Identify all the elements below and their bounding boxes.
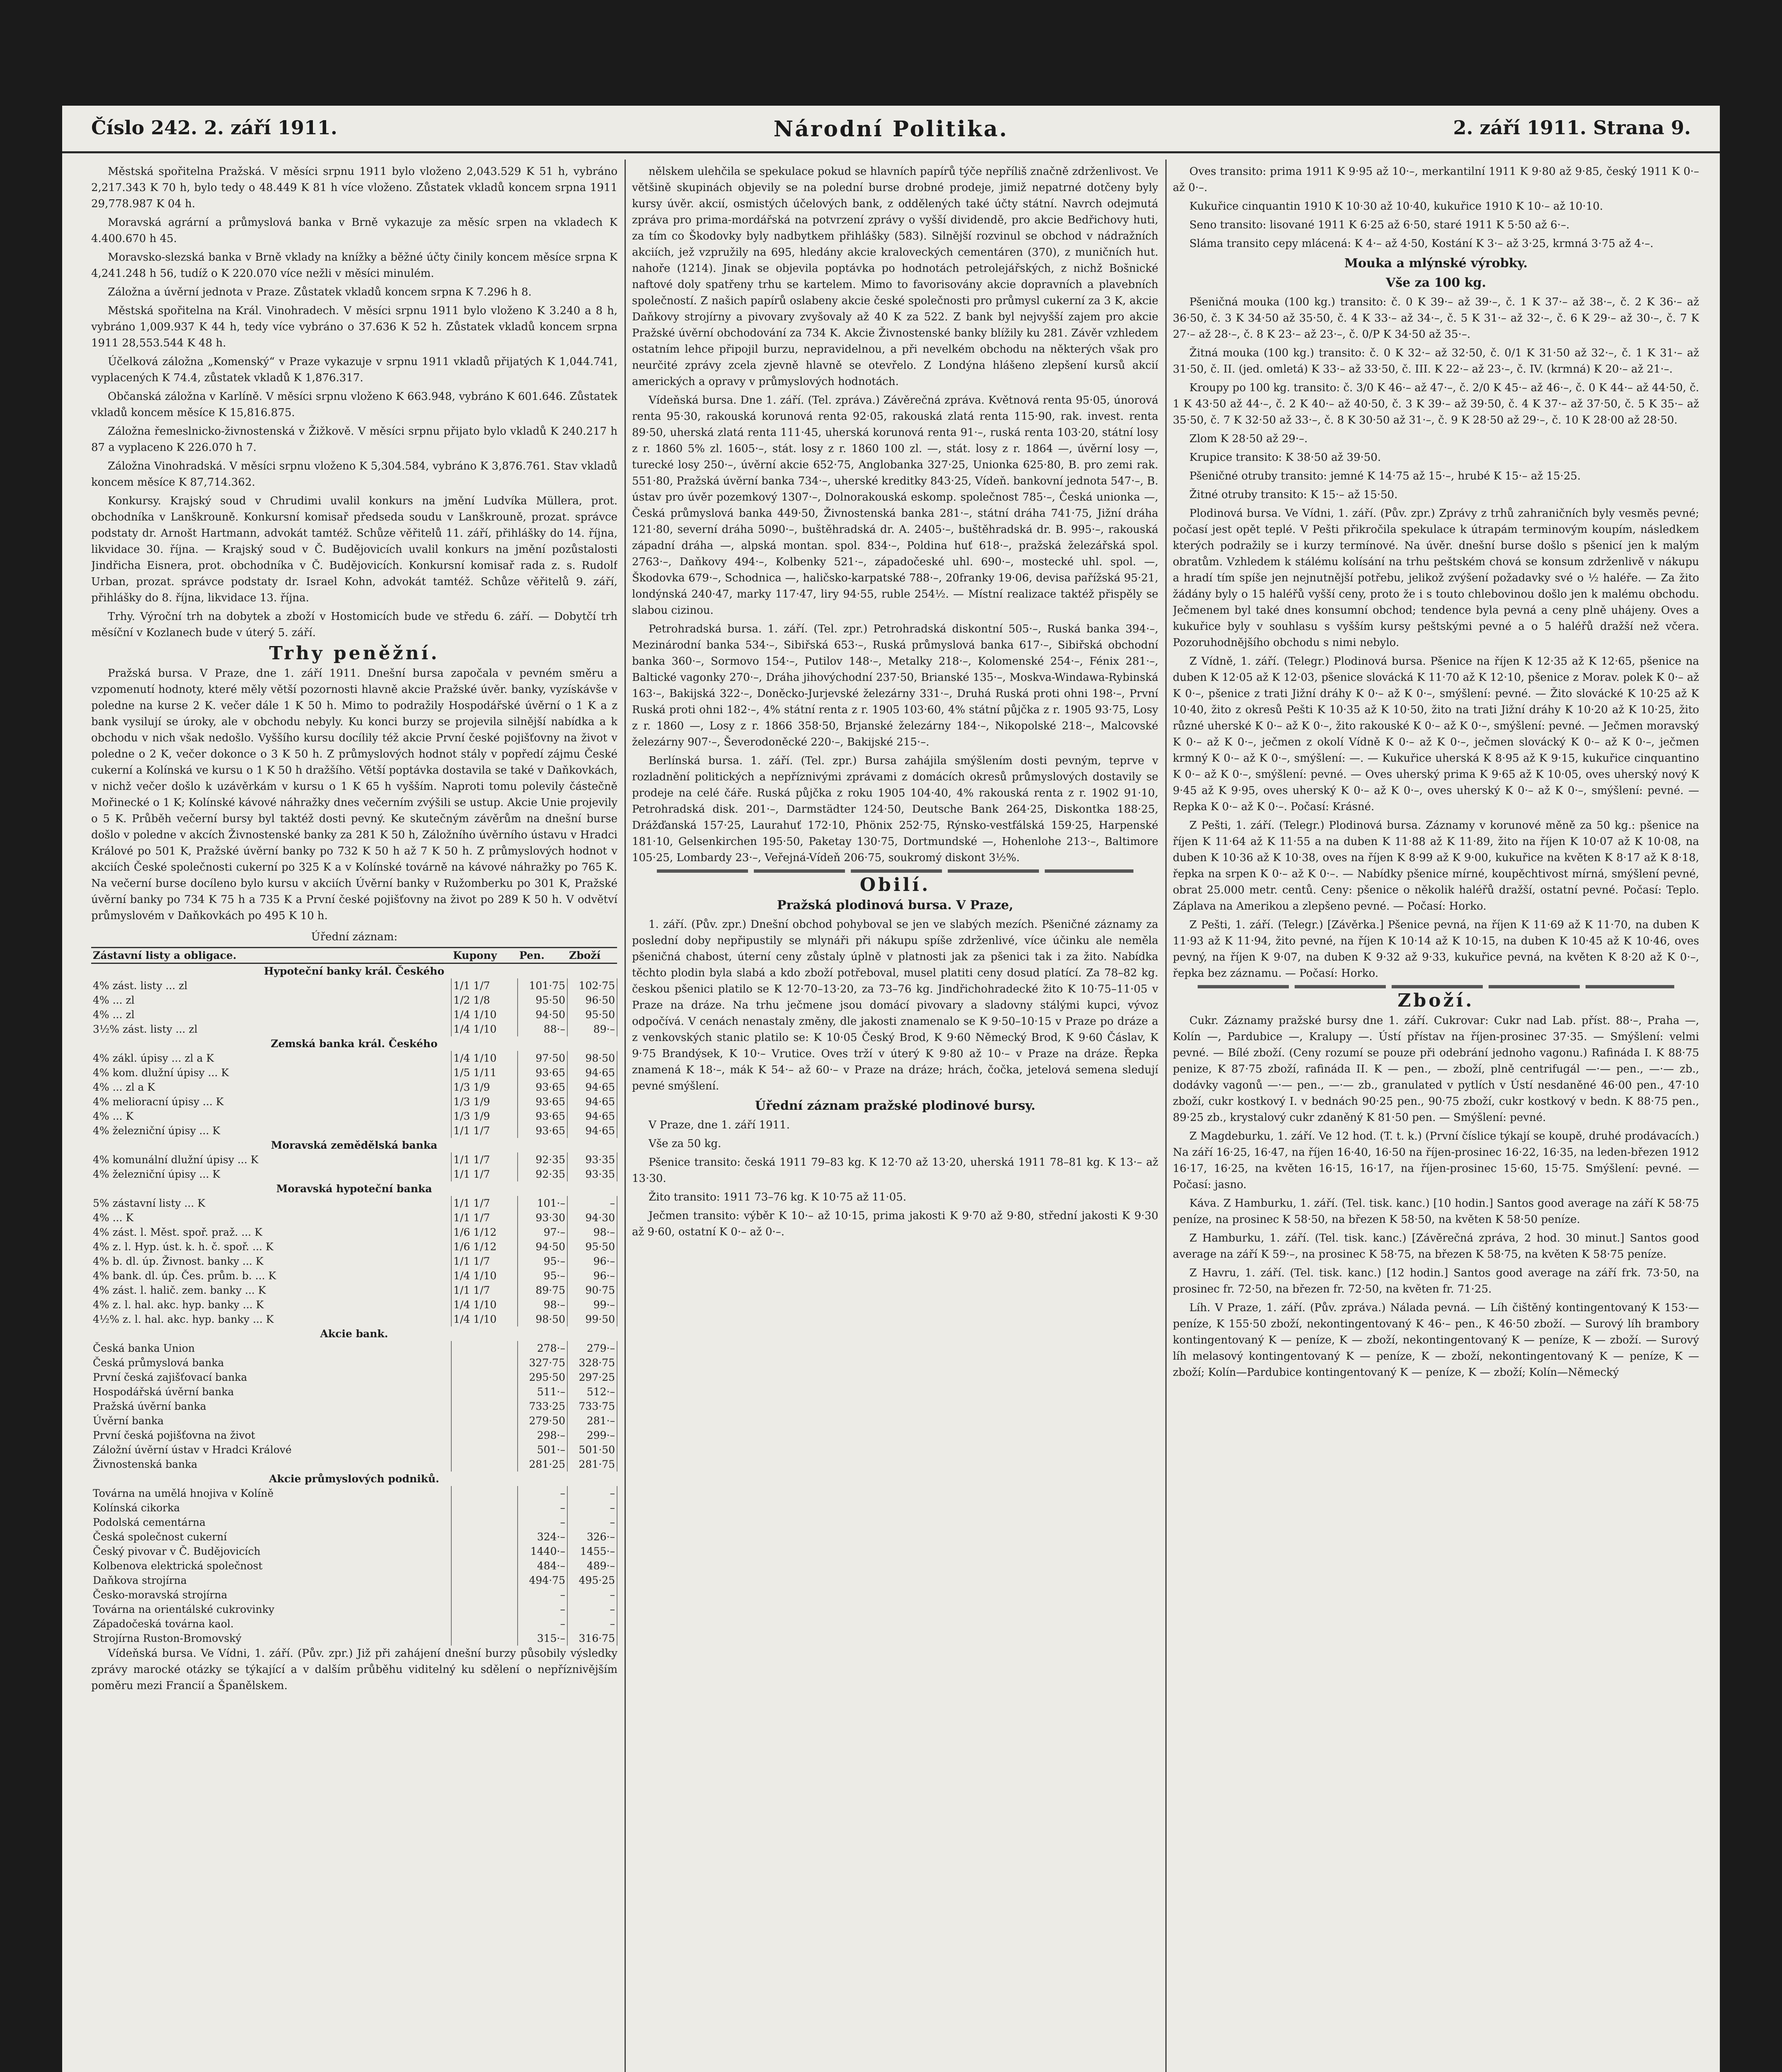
- column-1: [91, 164, 617, 2072]
- table-cell-kupony: [451, 1501, 518, 1515]
- table-header: Zástavní listy a obligace.: [91, 948, 451, 963]
- table-cell-zbozi: 102·75: [567, 978, 617, 993]
- table-cell-kupony: [451, 1530, 518, 1544]
- table-cell-kupony: 1/6 1/12: [451, 1239, 518, 1254]
- section-heading: Trhy peněžní.: [269, 643, 440, 664]
- table-cell-zbozi: 94·65: [567, 1094, 617, 1109]
- table-cell-pen: 95·50: [518, 993, 567, 1007]
- table-cell-name: Živnostenská banka: [91, 1457, 451, 1472]
- table-cell-kupony: 1/4 1/10: [451, 1022, 518, 1036]
- table-cell-kupony: [451, 1370, 518, 1385]
- table-cell-pen: 101·75: [518, 978, 567, 993]
- table-cell-name: Česko-moravská strojírna: [91, 1588, 451, 1602]
- table-cell-kupony: 1/1 1/7: [451, 1167, 518, 1181]
- quotes-table-body: [91, 963, 617, 1646]
- table-cell-kupony: [451, 1414, 518, 1428]
- table-row: [91, 1573, 617, 1588]
- table-cell-name: Česká průmyslová banka: [91, 1356, 451, 1370]
- table-cell-name: Západočeská továrna kaol.: [91, 1617, 451, 1631]
- article-paragraph: Cukr. Záznamy pražské bursy dne 1. září. Cukrovar: Cukr nad Lab. příst. 88·–, Praha —, Kolín —, Pardubice —, Kralupy —. Ústí přístav na říjen-prosinec 37·35. — Smýšlení: velmi pevné. — Bílé zboží. (Ceny rozumí se pouze při odebrání jednoho vagonu.) Rafináda I. K 88·75 penize, K 87·75 zboží, rafináda II. K — pen., — zboží, plně centrifugál —·— pen., —·— zb., dodávky vagonů —·— pen., —·— zb., granulated v pytlích v Ústí nesdaněné 46·00 pen., 47·10 zboží, cukr kostkový I. v bednách 90·25 pen., 90·75 zboží, cukr kostkový v bedn. K 88·75 pen., 89·25 zb., krystalový cukr zdaněný K 81·50 pen. — Smýšlení: pevné.: [1173, 1014, 1699, 1124]
- table-cell-zbozi: 316·75: [567, 1631, 617, 1646]
- table-cell-name: 4% železniční úpisy ... K: [91, 1167, 451, 1181]
- table-cell-name: 5% zástavní listy ... K: [91, 1196, 451, 1210]
- table-header: Pen.: [518, 948, 567, 963]
- table-row: [91, 1515, 617, 1530]
- table-cell-name: Podolská cementárna: [91, 1515, 451, 1530]
- table-row: [91, 1370, 617, 1385]
- article-paragraph: Účelková záložna „Komenský“ v Praze vykazuje v srpnu 1911 vkladů přijatých K 1,044.741, vyplacených K 74.4, zůstatek vkladů K 1,876.317.: [91, 356, 617, 384]
- table-cell-name: První česká zajišťovací banka: [91, 1370, 451, 1385]
- table-cell-zbozi: –: [567, 1486, 617, 1501]
- table-section-row: [91, 1181, 617, 1196]
- table-cell-pen: 92·35: [518, 1152, 567, 1167]
- table-cell-name: 4% železniční úpisy ... K: [91, 1123, 451, 1138]
- article-paragraph: Pšeničné otruby transito: jemné K 14·75 až 15·–, hrubé K 15·– až 15·25.: [1189, 470, 1581, 482]
- table-cell-name: 4½% z. l. hal. akc. hyp. banky ... K: [91, 1312, 451, 1326]
- article-paragraph: Vídeňská bursa. Dne 1. září. (Tel. zpráva.) Závěrečná zpráva. Květnová renta 95·05, únorová renta 95·30, rakouská korunová renta 92·05, rakouská zlatá renta 115·90, rak. invest. renta 89·50, uherská zlatá renta 111·45, uherská korunová renta 91·–, ruská renta 103·20, státní losy z r. 1860 5% zl. 1605·–, stát. losy z r. 1860 100 zl. —, stát. losy z r. 1864 —, úvěrní losy —, turecké losy 250·–, úvěrní akcie 652·75, Anglobanka 327·25, Unionka 625·80, B. pro zemi rak. 551·80, Pražská úvěrní banka 734·–, uherské kreditky 843·25, Vídeň. bankovní jednota 547·–, B. ústav pro úvěr pozemkový 1307·–, Dolnorakouská eskomp. společnost 785·–, Česká unionka —, Česká průmyslová banka 449·50, Živnostenská banka 281·–, státní dráha 741·75, Jižní dráha 121·80, severní dráha 5090·–, buštěhradská dr. A. 2405·–, buštěhradská dr. B. 995·–, rakouská západní dráha —, alpská montan. spol. 834·–, Poldina huť 618·–, pražská železářská spol. 2763·–, Daňkovy 494·–, Kolbenky 521·–, západočeské uhl. 690·–, mostecké uhl. spol. —, Škodovka 679·–, Schodnica —, haličsko-karpatské 788·–, 20franky 19·06, devisa pařížská 95·21, londýnská 240·47, marky 117·47, liry 94·55, ruble 254½. — Místní realizace taktéž přispěly se slabou cizinou.: [632, 394, 1158, 617]
- table-cell-pen: –: [518, 1515, 567, 1530]
- table-cell-zbozi: –: [567, 1617, 617, 1631]
- table-cell-pen: 93·65: [518, 1094, 567, 1109]
- section-heading: Obilí.: [860, 874, 931, 896]
- column-rule: [625, 160, 626, 2072]
- table-cell-name: První česká pojišťovna na život: [91, 1428, 451, 1443]
- table-cell-kupony: 1/6 1/12: [451, 1225, 518, 1239]
- article-paragraph: Vídeňská bursa. Ve Vídni, 1. září. (Pův. zpr.) Již při zahájení dnešní burzy působily výsledky zprávy marocké otázky se týkající a v dalším průběhu viditelný ku sdělení o nepříznivějším poměru mezi Francií a Španělskem.: [91, 1647, 617, 1692]
- table-cell-kupony: [451, 1617, 518, 1631]
- table-row: [91, 1530, 617, 1544]
- table-cell-zbozi: 89·–: [567, 1022, 617, 1036]
- table-cell-kupony: 1/4 1/10: [451, 1051, 518, 1065]
- table-cell-pen: 484·–: [518, 1559, 567, 1573]
- table-cell-pen: 93·65: [518, 1123, 567, 1138]
- table-cell-pen: 92·35: [518, 1167, 567, 1181]
- table-cell-name: Pražská úvěrní banka: [91, 1399, 451, 1414]
- table-row: [91, 1602, 617, 1617]
- table-cell-pen: 94·50: [518, 1239, 567, 1254]
- table-cell-name: Strojírna Ruston-Bromovský: [91, 1631, 451, 1646]
- table-cell-zbozi: 99·50: [567, 1312, 617, 1326]
- table-cell-name: 4% ... K: [91, 1109, 451, 1123]
- table-row: [91, 1094, 617, 1109]
- table-cell-zbozi: 495·25: [567, 1573, 617, 1588]
- table-cell-kupony: [451, 1544, 518, 1559]
- table-cell-kupony: [451, 1515, 518, 1530]
- table-cell-kupony: 1/3 1/9: [451, 1094, 518, 1109]
- table-cell-kupony: 1/4 1/10: [451, 1007, 518, 1022]
- table-cell-name: 4% zást. l. Měst. spoř. praž. ... K: [91, 1225, 451, 1239]
- table-row: [91, 1080, 617, 1094]
- article-paragraph: Z Vídně, 1. září. (Telegr.) Plodinová bursa. Pšenice na říjen K 12·35 až K 12·65, pšenice na duben K 12·05 až K 12·03, pšenice slovácká K 11·70 až K 12·10, pšenice z Morav. polek K 0·– až K 0·–, pšenice z trati Jižní dráhy K 0·– až K 0·–, smýšlení: pevné. — Žito slovácké K 10·25 až K 10·40, žito z okresů Pešti K 10·35 až K 10·50, žito na trati Jižní dráhy K 10·20 až K 10·25, žito různé uherské K 0·– až K 0·–, žito rakouské K 0·– až K 0·–, smýšlení: pevné. — Ječmen moravský K 0·– až K 0·–, ječmen z okolí Vídně K 0·– až K 0·–, ječmen slovácký K 0·– až K 0·–, ječmen krmný K 0·– až K 0·–, smýšlení: —. — Kukuřice uherská K 8·95 až K 9·15, kukuřice cinquantino K 0·– až K 0·–, smýšlení: pevné. — Oves uherský prima K 9·65 až K 10·05, oves uherský nový K 9·45 až K 9·95, oves uherský K 0·– až K 0·–, oves uherský K 0·– až K 0·–, smýšlení: pevné. — Repka K 0·– až K 0·–. Počasí: Krásné.: [1173, 655, 1699, 813]
- table-section-row: [91, 1326, 617, 1341]
- table-row: [91, 1385, 617, 1399]
- table-cell-pen: 281·25: [518, 1457, 567, 1472]
- article-paragraph: Záložna Vinohradská. V měsíci srpnu vloženo K 5,304.584, vybráno K 3,876.761. Stav vkladů koncem měsíce K 87,714.362.: [91, 460, 617, 489]
- table-cell-zbozi: 489·–: [567, 1559, 617, 1573]
- table-cell-kupony: [451, 1573, 518, 1588]
- table-cell-name: Kolínská cikorka: [91, 1501, 451, 1515]
- table-cell-name: 4% zákl. úpisy ... zl a K: [91, 1051, 451, 1065]
- table-cell-kupony: 1/2 1/8: [451, 993, 518, 1007]
- table-cell-kupony: 1/1 1/7: [451, 978, 518, 993]
- table-cell-kupony: [451, 1443, 518, 1457]
- table-cell-zbozi: 96·–: [567, 1268, 617, 1283]
- table-section-row: [91, 1036, 617, 1051]
- table-cell-pen: 733·25: [518, 1399, 567, 1414]
- subsection-heading: Vše za 100 kg.: [1386, 276, 1486, 290]
- table-cell-name: 4% z. l. hal. akc. hyp. banky ... K: [91, 1297, 451, 1312]
- table-row: [91, 1443, 617, 1457]
- table-cell-zbozi: –: [567, 1196, 617, 1210]
- article-paragraph: Ječmen transito: výběr K 10·– až 10·15, prima jakosti K 9·70 až 9·80, střední jakosti K 9·30 až 9·60, ostatní K 0·– až 0·–.: [632, 1210, 1158, 1238]
- table-cell-pen: 279·50: [518, 1414, 567, 1428]
- table-cell-name: Akcie průmyslových podniků.: [269, 1473, 439, 1485]
- table-cell-pen: 95·–: [518, 1268, 567, 1283]
- table-cell-name: 4% ... K: [91, 1210, 451, 1225]
- table-cell-pen: 97·50: [518, 1051, 567, 1065]
- table-cell-name: 4% zást. l. halič. zem. banky ... K: [91, 1283, 451, 1297]
- article-paragraph: Kukuřice cinquantin 1910 K 10·30 až 10·40, kukuřice 1910 K 10·– až 10·10.: [1189, 200, 1603, 213]
- table-cell-name: 4% z. l. Hyp. úst. k. h. č. spoř. ... K: [91, 1239, 451, 1254]
- table-cell-name: 4% b. dl. úp. Živnost. banky ... K: [91, 1254, 451, 1268]
- subsection-heading: Mouka a mlýnské výrobky.: [1344, 256, 1528, 271]
- article-paragraph: Seno transito: lisované 1911 K 6·25 až 6·50, staré 1911 K 5·50 až 6·–.: [1189, 219, 1570, 231]
- table-cell-name: 4% bank. dl. úp. Čes. prům. b. ... K: [91, 1268, 451, 1283]
- table-cell-name: Úvěrní banka: [91, 1414, 451, 1428]
- table-row: [91, 978, 617, 993]
- section-divider: [1198, 985, 1674, 988]
- table-cell-zbozi: –: [567, 1501, 617, 1515]
- table-row: [91, 1588, 617, 1602]
- table-cell-pen: 89·75: [518, 1283, 567, 1297]
- article-paragraph: Občanská záložna v Karlíně. V měsíci srpnu vloženo K 663.948, vybráno K 601.646. Zůstatek vkladů koncem měsíce K 15,816.875.: [91, 390, 617, 419]
- article-paragraph: V Praze, dne 1. září 1911.: [649, 1119, 790, 1131]
- table-cell-zbozi: 95·50: [567, 1239, 617, 1254]
- article-paragraph: Moravská agrární a průmyslová banka v Brně vykazuje za měsíc srpen na vkladech K 4.400.670 h 45.: [91, 216, 617, 245]
- table-cell-zbozi: 96·–: [567, 1254, 617, 1268]
- table-section-row: [91, 1472, 617, 1486]
- table-cell-zbozi: 501·50: [567, 1443, 617, 1457]
- table-cell-kupony: 1/4 1/10: [451, 1312, 518, 1326]
- table-header-row: [91, 948, 617, 963]
- table-row: [91, 1428, 617, 1443]
- table-cell-name: 3½% zást. listy ... zl: [91, 1022, 451, 1036]
- table-cell-pen: 324·–: [518, 1530, 567, 1544]
- newspaper-page: [62, 106, 1720, 2072]
- table-cell-name: 4% ... zl a K: [91, 1080, 451, 1094]
- table-row: [91, 1225, 617, 1239]
- article-paragraph: Žitná mouka (100 kg.) transito: č. 0 K 32·– až 32·50, č. 0/1 K 31·50 až 32·–, č. 1 K 31·– až 31·50, č. II. (jed. omletá) K 33·– až 33·50, č. III. K 22·– až 23·–, č. IV. (krmná) K 20·– až 21·–.: [1173, 347, 1699, 375]
- table-row: [91, 1457, 617, 1472]
- table-row: [91, 1544, 617, 1559]
- table-cell-zbozi: 99·–: [567, 1297, 617, 1312]
- article-paragraph: Z Magdeburku, 1. září. Ve 12 hod. (T. t. k.) (První číslice týkají se koupě, druhé prodávacích.) Na září 16·25, 16·47, na říjen 16·40, 16·50 na říjen-prosinec 16·22, 16·35, na leden-březen 1912 16·17, 16·25, na květen 16·15, 16·17, na říjen-prosinec 15·60, 15·75. Smýšlení: pevné. — Počasí: jasno.: [1173, 1130, 1699, 1191]
- article-paragraph: Pšeničná mouka (100 kg.) transito: č. 0 K 39·– až 39·–, č. 1 K 37·– až 38·–, č. 2 K 36·– až 36·50, č. 3 K 34·50 až 35·50, č. 4 K 33·– až 34·–, č. 5 K 31·– až 32·–, č. 6 K 29·– až 30·–, č. 7 K 27·– až 28·–, č. 8 K 23·– až 23·–, č. 0/P K 34·50 až 35·–.: [1173, 296, 1699, 341]
- table-cell-zbozi: 281·75: [567, 1457, 617, 1472]
- column-rule: [1165, 160, 1167, 2072]
- table-row: [91, 1065, 617, 1080]
- table-cell-kupony: [451, 1356, 518, 1370]
- table-cell-pen: 494·75: [518, 1573, 567, 1588]
- table-row: [91, 1051, 617, 1065]
- table-cell-name: Továrna na umělá hnojiva v Kolíně: [91, 1486, 451, 1501]
- article-paragraph: Městská spořitelna na Král. Vinohradech. V měsíci srpnu 1911 bylo vloženo K 3.240 a 8 h, vybráno 1,009.937 K 44 h, tedy více vybráno o 37.636 K 52 h. Zůstatek vkladů koncem srpna 1911 28,553.544 K 48 h.: [91, 305, 617, 349]
- article-paragraph: Záložna a úvěrní jednota v Praze. Zůstatek vkladů koncem srpna K 7.296 h 8.: [108, 286, 532, 298]
- table-cell-pen: 1440·–: [518, 1544, 567, 1559]
- table-cell-zbozi: 90·75: [567, 1283, 617, 1297]
- table-cell-zbozi: 299·–: [567, 1428, 617, 1443]
- table-cell-pen: 93·65: [518, 1080, 567, 1094]
- table-cell-zbozi: 93·35: [567, 1152, 617, 1167]
- table-row: [91, 1022, 617, 1036]
- article-paragraph: nělskem ulehčila se spekulace pokud se hlavních papírů týče nepříliš značně zdrženlivost. Ve většině skupinách objevily se na polední burse drobné prodeje, jimiž nepatrné dotčeny byly kursy úvěr. akcií, osmistých účelových bank, z oddělených také účty státní. Navrch odejmutá zpráva pro prima-mordářská na potvrzení zprávy o vyšší dividendě, pro akcie Bedřichovy huti, za tím co Škodovky byly nadbytkem přihlášky (583). Silnější rozvinul se obchod v nádražních akciích, jež vzpružily na 695, hledány akcie kraloveckých cementáren (370), z muničních hut. nahoře (1214). Jinak se objevila poptávka po hodnotách petrolejářských, z nichž Bošnické naftové doly spatřeny trhu se kartelem. Mimo to favorisovány akcie dopravních a plavebních společností. Z našich papírů oslabeny akcie české společnosti pro průmysl cukerní za 3 K, akcie Daňkovy strojírny a pivovary zvyšovaly až 40 K za 522. Z bank byl nejvyšší zajem pro akcie Pražské úvěrní obchodování za 734 K. Akcie Živnostenské banky blížily ku 281. Závěr vzhledem ostatním lehce připojil burzu, nepravidelnou, a při nevelkém obchodu na některých však pro neurčité zprávy zcela zjevně hlavně se otevřelo. Z Londýna hlášeno zlepšení kursů akcií amerických a opravy v průmyslových hodnotách.: [632, 165, 1158, 388]
- table-row: [91, 1283, 617, 1297]
- table-row: [91, 1631, 617, 1646]
- table-cell-pen: –: [518, 1501, 567, 1515]
- table-cell-name: 4% komunální dlužní úpisy ... K: [91, 1152, 451, 1167]
- table-cell-zbozi: 96·50: [567, 993, 617, 1007]
- table-cell-kupony: 1/1 1/7: [451, 1196, 518, 1210]
- issue-number: Číslo 242. 2. září 1911.: [91, 116, 337, 139]
- table-row: [91, 1239, 617, 1254]
- table-cell-pen: 315·–: [518, 1631, 567, 1646]
- table-cell-zbozi: 94·65: [567, 1080, 617, 1094]
- table-cell-pen: 88·–: [518, 1022, 567, 1036]
- table-cell-zbozi: 95·50: [567, 1007, 617, 1022]
- table-cell-kupony: [451, 1602, 518, 1617]
- table-cell-pen: 98·–: [518, 1297, 567, 1312]
- table-cell-pen: 101·–: [518, 1196, 567, 1210]
- table-cell-pen: –: [518, 1617, 567, 1631]
- article-paragraph: Krupice transito: K 38·50 až 39·50.: [1189, 451, 1381, 464]
- table-cell-zbozi: 512·–: [567, 1385, 617, 1399]
- table-cell-name: Záložní úvěrní ústav v Hradci Králové: [91, 1443, 451, 1457]
- table-row: [91, 1109, 617, 1123]
- article-paragraph: Zlom K 28·50 až 29·–.: [1189, 433, 1308, 445]
- table-row: [91, 1559, 617, 1573]
- table-cell-kupony: [451, 1631, 518, 1646]
- table-cell-name: Zemská banka král. Českého: [271, 1038, 438, 1050]
- article-paragraph: Záložna řemeslnicko-živnostenská v Žižkově. V měsíci srpnu přijato bylo vkladů K 240.217 h 87 a vyplaceno K 226.070 h 7.: [91, 425, 617, 454]
- table-cell-kupony: [451, 1428, 518, 1443]
- article-paragraph: Líh. V Praze, 1. září. (Pův. zpráva.) Nálada pevná. — Líh čištěný kontingentovaný K 153·— peníze, K 155·50 zboží, nekontingentovaný K 46·– pen., K 46·50 zboží. — Surový líh brambory kontingentovaný K — peníze, K — zboží, nekontingentovaný K — peníze, K — zboží. — Surový líh melasový kontingentovaný K — peníze, K — zboží, nekontingentovaný K — peníze, K — zboží; Kolín—Pardubice kontingentovaný K — peníze, K — zboží; Kolín—Německý: [1173, 1302, 1699, 1379]
- table-cell-name: Moravská hypoteční banka: [276, 1183, 432, 1195]
- table-cell-kupony: 1/3 1/9: [451, 1080, 518, 1094]
- table-cell-pen: 98·50: [518, 1312, 567, 1326]
- table-cell-name: 4% ... zl: [91, 1007, 451, 1022]
- table-cell-zbozi: 281·–: [567, 1414, 617, 1428]
- table-cell-kupony: 1/4 1/10: [451, 1268, 518, 1283]
- article-paragraph: Petrohradská bursa. 1. září. (Tel. zpr.) Petrohradská diskontní 505·–, Ruská banka 394·–, Mezinárodní banka 534·–, Sibiřská 653·–, Ruská průmyslová banka 617·–, Sibiřská obchodní banka 360·–, Sormovo 154·–, Putilov 148·–, Metalky 218·–, Kolomenské 254·–, Fénix 281·–, Baltické vagonky 270·–, Dráha jihovýchodní 237·50, Brianské 135·–, Moskva-Windawa-Rybinská 163·–, Bakijská 322·–, Doněcko-Jurjevské železárny 331·–, Druhá Ruská proti ohni 198·–, První Ruská proti ohni 182·–, 4% státní renta z r. 1905 103·60, 4% státní půjčka z r. 1905 93·75, Losy z r. 1860 —, Losy z r. 1866 358·50, Brjanské železárny 184·–, Nikopolské 218·–, Malcovské železárny 907·–, Ševerodoněcké 220·–, Bakijské 215·–.: [632, 623, 1158, 748]
- table-cell-pen: 298·–: [518, 1428, 567, 1443]
- table-cell-pen: 93·65: [518, 1109, 567, 1123]
- table-cell-kupony: 1/1 1/7: [451, 1210, 518, 1225]
- table-row: [91, 1123, 617, 1138]
- table-cell-zbozi: 98·50: [567, 1051, 617, 1065]
- article-paragraph: Městská spořitelna Pražská. V měsíci srpnu 1911 bylo vloženo 2,043.529 K 51 h, vybráno 2,217.343 K 70 h, bylo tedy o 48.449 K 81 h více vloženo. Zůstatek vkladů koncem srpna 1911 29,778.987 K 04 h.: [91, 165, 617, 210]
- table-row: [91, 1341, 617, 1356]
- table-row: [91, 1501, 617, 1515]
- table-row: [91, 1210, 617, 1225]
- table-cell-pen: 94·50: [518, 1007, 567, 1022]
- section-divider: [657, 869, 1133, 873]
- table-cell-kupony: 1/1 1/7: [451, 1283, 518, 1297]
- table-cell-kupony: [451, 1341, 518, 1356]
- table-cell-kupony: 1/1 1/7: [451, 1254, 518, 1268]
- page-number: 2. září 1911. Strana 9.: [1453, 116, 1691, 139]
- table-cell-pen: 93·30: [518, 1210, 567, 1225]
- table-cell-name: 4% ... zl: [91, 993, 451, 1007]
- table-row: [91, 1254, 617, 1268]
- table-cell-kupony: [451, 1559, 518, 1573]
- quotes-table: [91, 947, 617, 1646]
- table-row: [91, 1486, 617, 1501]
- table-cell-name: Továrna na orientálské cukrovinky: [91, 1602, 451, 1617]
- table-cell-name: 4% zást. listy ... zl: [91, 978, 451, 993]
- table-cell-pen: 511·–: [518, 1385, 567, 1399]
- column-2: [632, 164, 1158, 2072]
- table-cell-name: Česká společnost cukerní: [91, 1530, 451, 1544]
- subsection-heading: Pražská plodinová bursa. V Praze,: [777, 898, 1014, 913]
- table-row: [91, 1007, 617, 1022]
- table-cell-name: Český pivovar v Č. Budějovicích: [91, 1544, 451, 1559]
- table-heading: Úřední záznam:: [311, 931, 398, 943]
- table-cell-pen: –: [518, 1588, 567, 1602]
- newspaper-title: Národní Politika.: [773, 116, 1009, 142]
- table-cell-name: Moravská zemědělská banka: [271, 1139, 438, 1151]
- table-cell-name: Česká banka Union: [91, 1341, 451, 1356]
- table-cell-zbozi: 98·–: [567, 1225, 617, 1239]
- article-paragraph: Plodinová bursa. Ve Vídni, 1. září. (Pův. zpr.) Zprávy z trhů zahraničních byly vesměs pevné; počasí jest opět teplé. V Pešti přikročila spekulace k útrapám terminovým koupím, následkem kterých podražily se i kurzy termínové. Na úvěr. dnešní burse došlo s pšenicí jen k malým obratům. Vzhledem k stálému kolísání na trhu peštském chová se konsum zdrženlivě v nákupu a hradí tím spíše jen nejnutnější potřebu, jelikož zvýšení požadavky své o ½ haléře. — Za žito žádány byly o 15 haléřů vyšší ceny, proto že i s touto chlebovinou došlo jen k malému obchodu. Ječmenem byl také dnes konsumní obchod; tendence byla pevná a ceny plně uhájeny. Oves a kukuřice byly v souhlasu s vyšším kursy peštskými pevné a o 5 haléřů dražší než včera. Pozoruhodnějšího obchodu s nimi nebylo.: [1173, 507, 1699, 649]
- article-paragraph: Z Pešti, 1. září. (Telegr.) [Závěrka.] Pšenice pevná, na říjen K 11·69 až K 11·70, na duben K 11·93 až K 11·94, žito pevné, na říjen K 10·14 až K 10·15, na duben K 10·45 až K 10·46, oves pevný, na říjen K 9·07, na duben K 9·32 až 9·33, kukuřice pevná, na květen K 8·20 až K 0·–, řepka bez záznamu. — Počasí: Horko.: [1173, 919, 1699, 980]
- table-cell-name: Daňkova strojírna: [91, 1573, 451, 1588]
- table-cell-name: Hospodářská úvěrní banka: [91, 1385, 451, 1399]
- table-row: [91, 1399, 617, 1414]
- table-cell-zbozi: 94·30: [567, 1210, 617, 1225]
- table-cell-pen: 278·–: [518, 1341, 567, 1356]
- table-cell-kupony: 1/1 1/7: [451, 1152, 518, 1167]
- table-row: [91, 1196, 617, 1210]
- subsection-heading: Úřední záznam pražské plodinové bursy.: [755, 1099, 1036, 1113]
- table-cell-name: Akcie bank.: [320, 1328, 388, 1340]
- table-cell-kupony: [451, 1486, 518, 1501]
- table-cell-kupony: [451, 1457, 518, 1472]
- table-cell-zbozi: 328·75: [567, 1356, 617, 1370]
- table-cell-name: 4% melioracní úpisy ... K: [91, 1094, 451, 1109]
- article-paragraph: 1. září. (Pův. zpr.) Dnešní obchod pohyboval se jen ve slabých mezích. Pšeničné záznamy za poslední doby nepřipustily se mlynáři při nákupu spíše zdrženlivé, více účinku ale neměla pšeničná chabost, úterní ceny zůstaly úplně v platnosti jak za pšenici tak i za žito. Nabídka těchto plodin byla slabá a kdo zboží potřeboval, musel platiti ceny dosud platící. Za 78–82 kg. českou pšenici platilo se K 12·70–13·20, za 73–76 kg. Jindřichohradecké žito K 10·75–11·05 v Praze na dráze. Na trhu ječmene jsou domácí pivovary a sladovny stálými kupci, vývoz odpočívá. V cenách nenastaly změny, dle jakosti znamenalo se K 9·50–10·15 v Praze po dráze a z venkovských stanic platilo se: K 10·05 Český Brod, K 9·60 Německý Brod, K 9·60 Čáslav, K 9·75 Brandýsek, K 10·– Vrutice. Oves trží v úterý K 9·80 až 10·– v Praze na dráze. Řepka znamená K 18·–, mák K 54·– až 60·– v Praze na dráze; hrách, čočka, jetelová semena sledují pevné smýšlení.: [632, 918, 1158, 1092]
- table-cell-zbozi: 1455·–: [567, 1544, 617, 1559]
- table-cell-zbozi: –: [567, 1588, 617, 1602]
- table-cell-pen: 97·–: [518, 1225, 567, 1239]
- article-paragraph: Žitné otruby transito: K 15·– až 15·50.: [1189, 489, 1398, 501]
- table-header: Zboží: [567, 948, 617, 963]
- table-cell-pen: –: [518, 1486, 567, 1501]
- table-cell-name: Hypoteční banky král. Českého: [264, 965, 445, 977]
- table-row: [91, 1152, 617, 1167]
- table-cell-kupony: 1/1 1/7: [451, 1123, 518, 1138]
- section-heading: Zboží.: [1397, 990, 1475, 1011]
- table-cell-kupony: 1/3 1/9: [451, 1109, 518, 1123]
- table-section-row: [91, 963, 617, 979]
- table-row: [91, 1617, 617, 1631]
- article-paragraph: Kroupy po 100 kg. transito: č. 3/0 K 46·– až 47·–, č. 2/0 K 45·– až 46·–, č. 0 K 44·– až 44·50, č. 1 K 43·50 až 44·–, č. 2 K 40·– až 40·50, č. 3 K 39·– až 39·50, č. 4 K 37·– až 37·50, č. 5 K 35·– až 35·50, č. 7 K 32·50 až 33·–, č. 8 K 30·50 až 31·–, č. 9 K 28·50 až 29·–, č. 10 K 28·00 až 28·50.: [1173, 382, 1699, 426]
- table-cell-kupony: 1/4 1/10: [451, 1297, 518, 1312]
- table-cell-pen: 93·65: [518, 1065, 567, 1080]
- table-cell-kupony: 1/5 1/11: [451, 1065, 518, 1080]
- article-paragraph: Z Hamburku, 1. září. (Tel. tisk. kanc.) [Závěrečná zpráva, 2 hod. 30 minut.] Santos good average na září K 59·–, na prosinec K 58·75, na březen K 58·75, na květen K 58·75 peníze.: [1173, 1232, 1699, 1261]
- table-row: [91, 993, 617, 1007]
- table-cell-zbozi: 94·65: [567, 1109, 617, 1123]
- article-paragraph: Z Pešti, 1. září. (Telegr.) Plodinová bursa. Záznamy v korunové měně za 50 kg.: pšenice na říjen K 11·64 až K 11·55 a na duben K 11·88 až K 11·89, žito na říjen K 10·07 až K 10·08, na duben K 10·36 až K 10·38, oves na říjen K 8·99 až K 9·00, kukuřice na květen K 8·17 až K 8·18, řepka na srpen K 0·– až K 0·–. — Nabídky pšenice mírné, koupěchtivost mírná, smýšlení pevné, obrat 25.000 metr. centů. Ceny: pšenice o několik haléřů dražší, ostatní pevné. Počasí: Teplo. Záplava na Amerikou a zlepšeno pevné. — Počasí: Horko.: [1173, 819, 1699, 913]
- article-paragraph: Žito transito: 1911 73–76 kg. K 10·75 až 11·05.: [649, 1191, 906, 1203]
- article-paragraph: Trhy. Výroční trh na dobytek a zboží v Hostomicích bude ve středu 6. září. — Dobytčí trh měsíční v Kozlanech bude v úterý 5. září.: [91, 610, 617, 639]
- table-row: [91, 1167, 617, 1181]
- article-paragraph: Pražská bursa. V Praze, dne 1. září 1911. Dnešní bursa započala v pevném směru a vzpomenutí hodnoty, které měly větší pozornosti hlavně akcie Pražské úvěr. banky, vyzískávše v poledne na kurse 2 K. večer dále 1 K 50 h. Mimo to podražily Hospodářské úvěrní o 1 K a z bank vysilují se úroky, ale v obchodu nebyly. Ku konci burzy se projevila silnější nabídka a k obchodu v nich však nedošlo. Vyššího kursu docílily též akcie První české pojišťovny na život v poledne o 2 K, večer dokonce o 3 K 50 h. Z průmyslových hodnot stály v popředí zájmu České cukerní a Kolínská ve kursu o 1 K 50 h dražšího. Větší poptávka dostavila se také v Daňkovkách, v nichž večer došlo k uzávěrkám v kursu o 1 K 65 h vyšším. Naproti tomu polevily částečně Mořinecké o 1 K; Kolínské kávové náhražky dnes večerním zvýšili se ustup. Akcie Unie projevily o 5 K. Průběh večerní bursy byl taktéž dosti pevný. Ke skutečným závěrům na dnešní burse došlo v poledne v akcích Živnostenské banky za 281 K 50 h, Záložního úvěrního ústavu v Hradci Králové po 501 K, Pražské úvěrní banky po 732 K 50 h až 7 K 50 h. Z průmyslových hodnot v akciích České společnosti cukerní po 325 K a v Kolínské továrně na kávové náhražky po 765 K. Na večerní burse docíleno bylo kursu v akciích Úvěrní banky v Ružomberku po 301 K, Pražské úvěrní banky po 734 K 75 h a 735 K a První české pojišťovny na život po 289 K 50 h. V odvětví průmyslovém v Daňkovkách po 495 K 10 h.: [91, 667, 617, 922]
- table-cell-zbozi: 94·65: [567, 1123, 617, 1138]
- table-header: Kupony: [451, 948, 518, 963]
- article-paragraph: Moravsko-slezská banka v Brně vklady na knížky a běžné účty činily koncem měsíce srpna K 4,241.248 h 56, tudíž o K 220.070 více nežli v měsíci minulém.: [91, 251, 617, 280]
- table-row: [91, 1312, 617, 1326]
- table-cell-zbozi: –: [567, 1515, 617, 1530]
- article-paragraph: Konkursy. Krajský soud v Chrudimi uvalil konkurs na jmění Ludvíka Müllera, prot. obchodníka v Lanškrouně. Konkursní komisař předseda soudu v Lanškrouně, prozat. správce podstaty dr. Arnošt Hartmann, advokát tamtéž. Schůze věřitelů 11. září, přihlášky do 14. října, likvidace 30. října. — Krajský soud v Č. Budějovicích uvalil konkurs na jmění pozůstalosti Jindřicha Eisnera, prot. obchodníka v Č. Budějovicích. Konkursní komisař rada z. s. Rudolf Urban, prozat. správce podstaty dr. Israel Kohn, advokát tamtéž. Schůze věřitelů 9. září, přihlášky do 8. října, likvidace 13. října.: [91, 495, 617, 604]
- table-cell-pen: 295·50: [518, 1370, 567, 1385]
- table-cell-zbozi: 94·65: [567, 1065, 617, 1080]
- table-cell-zbozi: –: [567, 1602, 617, 1617]
- table-cell-pen: –: [518, 1602, 567, 1617]
- table-row: [91, 1297, 617, 1312]
- article-paragraph: Z Havru, 1. září. (Tel. tisk. kanc.) [12 hodin.] Santos good average na září frk. 73·50, na prosinec fr. 72·50, na březen fr. 72·50, na květen fr. 71·25.: [1173, 1267, 1699, 1295]
- table-cell-zbozi: 297·25: [567, 1370, 617, 1385]
- table-section-row: [91, 1138, 617, 1152]
- table-cell-pen: 501·–: [518, 1443, 567, 1457]
- table-row: [91, 1268, 617, 1283]
- article-paragraph: Berlínská bursa. 1. září. (Tel. zpr.) Bursa zahájila smýšlením dosti pevným, teprve v rozladnění politických a nepříznivými zprávami z domácích okresů průmyslových dostavily se prodeje na celé čáře. Ruská půjčka z roku 1905 104·40, 4% rakouská renta z r. 1902 91·10, Petrohradská disk. 201·–, Darmstädter 124·50, Deutsche Bank 264·25, Diskontka 188·25, Drážďanská 157·25, Laurahuť 172·10, Phönix 252·75, Rýnsko-vestfálská 159·25, Harpenské 181·10, Gelsenkirchen 195·50, Paketay 130·75, Dortmundské —, Hohenlohe 213·–, Baltimore 105·25, Lombardy 23·–, Veřejná-Vídeň 206·75, soukromý diskont 3½%.: [632, 755, 1158, 864]
- table-cell-name: Kolbenova elektrická společnost: [91, 1559, 451, 1573]
- table-cell-name: 4% kom. dlužní úpisy ... K: [91, 1065, 451, 1080]
- article-paragraph: Káva. Z Hamburku, 1. září. (Tel. tisk. kanc.) [10 hodin.] Santos good average na září K 58·75 peníze, na prosinec K 58·50, na březen K 58·50, na květen K 58·50 peníze.: [1173, 1197, 1699, 1226]
- article-paragraph: Vše za 50 kg.: [649, 1138, 722, 1150]
- table-row: [91, 1356, 617, 1370]
- table-cell-pen: 327·75: [518, 1356, 567, 1370]
- table-cell-zbozi: 93·35: [567, 1167, 617, 1181]
- table-cell-kupony: [451, 1385, 518, 1399]
- article-paragraph: Pšenice transito: česká 1911 79–83 kg. K 12·70 až 13·20, uherská 1911 78–81 kg. K 13·– až 13·30.: [632, 1156, 1158, 1185]
- table-cell-kupony: [451, 1399, 518, 1414]
- table-cell-pen: 95·–: [518, 1254, 567, 1268]
- article-paragraph: Oves transito: prima 1911 K 9·95 až 10·–, merkantilní 1911 K 9·80 až 9·85, český 1911 K 0·– až 0·–.: [1173, 165, 1699, 194]
- table-cell-kupony: [451, 1588, 518, 1602]
- article-paragraph: Sláma transito cepy mlácená: K 4·– až 4·50, Kostání K 3·– až 3·25, krmná 3·75 až 4·–.: [1189, 237, 1654, 250]
- table-cell-zbozi: 326·–: [567, 1530, 617, 1544]
- masthead: [62, 106, 1720, 153]
- column-3: [1173, 164, 1699, 2072]
- table-cell-zbozi: 733·75: [567, 1399, 617, 1414]
- table-row: [91, 1414, 617, 1428]
- table-cell-zbozi: 279·–: [567, 1341, 617, 1356]
